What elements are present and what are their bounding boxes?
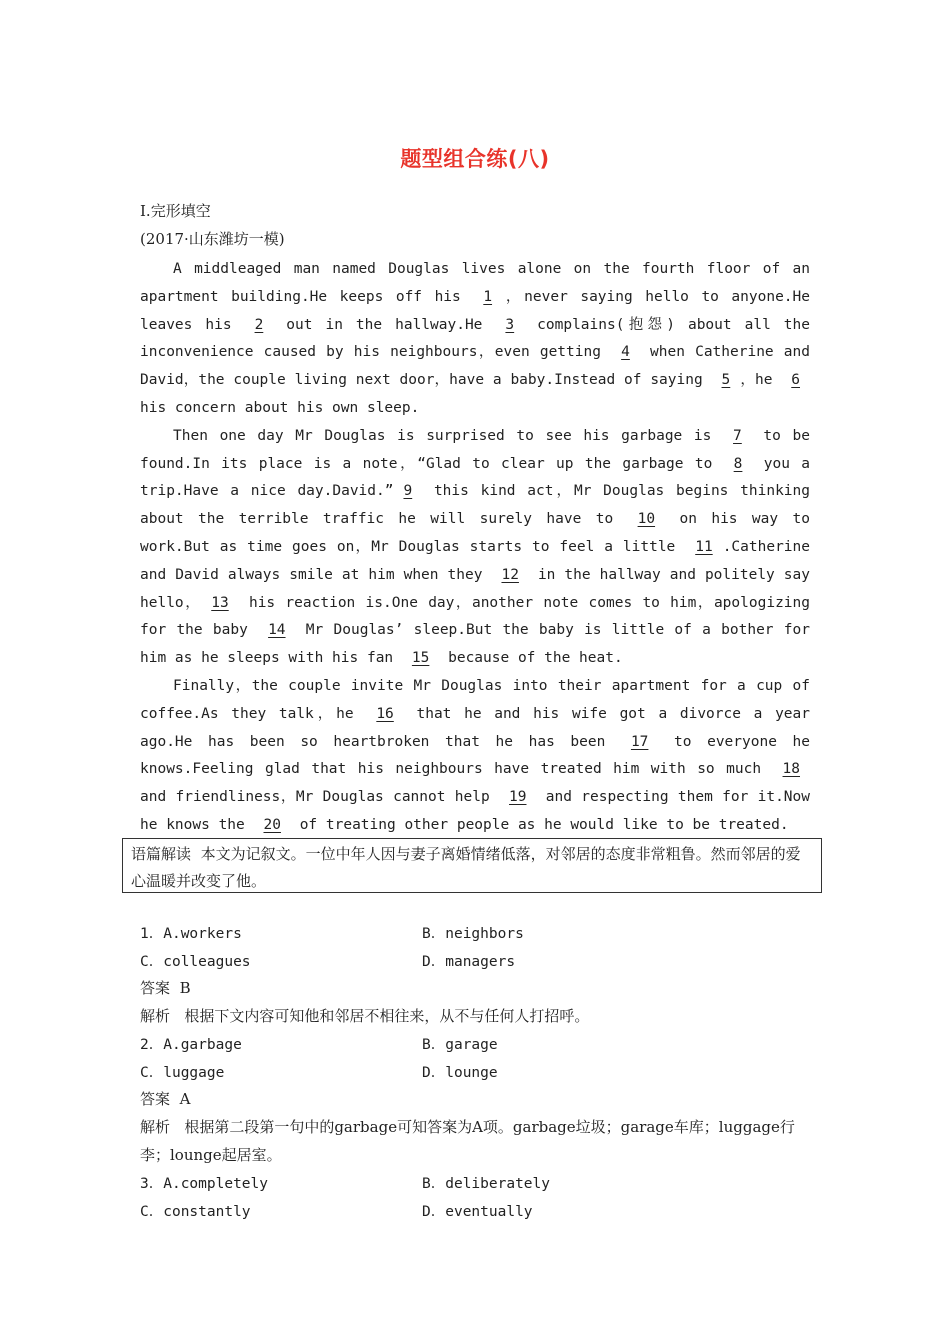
cloze-blank-17: 17 <box>630 733 649 750</box>
page-title: 题型组合练(八) <box>400 147 550 171</box>
cloze-blank-5: 5 <box>721 372 731 389</box>
q2-option-b: B．garage <box>422 1037 498 1053</box>
q3-option-a: 3．A.completely <box>140 1176 268 1192</box>
cloze-blank-1: 1 <box>483 288 493 305</box>
q2-option-a: 2．A.garbage <box>140 1037 242 1053</box>
passage-text: this kind act，Mr Douglas begins thinking about the terrible traffic he will surely have to <box>140 483 810 528</box>
passage-text: when Catherine and David，the couple living next door，have a baby.Instead of saying <box>140 344 810 389</box>
reading-summary-label: 语篇解读 <box>131 845 192 863</box>
cloze-blank-18: 18 <box>782 761 800 778</box>
cloze-blank-3: 3 <box>505 316 515 333</box>
passage-text: complains(抱怨) about all the inconvenience caused by his neighbours，even getting <box>140 316 810 361</box>
cloze-blank-20: 20 <box>263 816 281 833</box>
passage-text: to be found.In its place is a note，“Glad to clear up the garbage to <box>140 427 810 472</box>
q2-analysis-text: 根据第二段第一句中的garbage可知答案为A项。garbage垃圾；garage车库；luggage行李；lounge起居室。 <box>140 1118 795 1164</box>
passage-text: to everyone he knows.Feeling glad that his neighbours have treated him with so much <box>140 733 810 778</box>
passage-text: because of the heat. <box>439 650 623 667</box>
cloze-blank-9: 9 <box>403 483 413 500</box>
q2-answer <box>140 1086 812 1114</box>
q1-analysis-label: 解析 <box>140 1007 171 1025</box>
cloze-blank-14: 14 <box>268 622 286 639</box>
passage-paragraph-3 <box>140 673 810 840</box>
passage-text: his concern about his own sleep. <box>140 399 420 416</box>
cloze-blank-8: 8 <box>733 455 743 472</box>
reading-summary-text: 本文为记叙文。一位中年人因与妻子离婚情绪低落，对邻居的态度非常粗鲁。然而邻居的爱心温暖并改变了他。 <box>131 845 801 890</box>
cloze-blank-4: 4 <box>621 344 630 361</box>
q2-option-c: C．luggage <box>140 1065 225 1081</box>
cloze-blank-6: 6 <box>791 372 800 389</box>
q1-option-d: D．managers <box>422 954 516 970</box>
passage-paragraph-1 <box>140 256 810 423</box>
passage-text: Finally，the couple invite Mr Douglas into their apartment for a cup of coffee.As they talk，he <box>140 677 810 722</box>
q1-option-a: 1．A.workers <box>140 926 242 942</box>
passage-text: of treating other people as he would like to be treated. <box>290 816 789 833</box>
passage-text: .Catherine and David always smile at him when they <box>140 538 810 583</box>
q1-analysis <box>140 1003 812 1031</box>
cloze-blank-11: 11 <box>695 538 713 555</box>
cloze-blank-7: 7 <box>733 427 742 444</box>
passage-text: out in the hallway.He <box>273 316 496 333</box>
cloze-blank-19: 19 <box>509 789 527 806</box>
cloze-blank-16: 16 <box>376 705 394 722</box>
q1-answer-value: B <box>179 979 191 997</box>
q1-analysis-text: 根据下文内容可知他和邻居不相往来，从不与任何人打招呼。 <box>184 1007 590 1025</box>
passage-text: ，never saying hello to anyone.He leaves his <box>140 288 811 333</box>
q1-answer-label: 答案 <box>140 979 171 997</box>
section-heading: Ⅰ.完形填空 <box>140 202 211 220</box>
q2-analysis-label: 解析 <box>140 1118 171 1136</box>
passage-text: in the hallway and politely say hello， <box>140 566 810 611</box>
q3-option-b: B．deliberately <box>422 1176 550 1192</box>
passage-paragraph-2 <box>140 423 810 673</box>
q2-answer-value: A <box>179 1090 191 1108</box>
passage-text: ，he <box>740 372 782 389</box>
reading-summary-box <box>122 838 822 893</box>
q2-answer-label: 答案 <box>140 1090 171 1108</box>
passage-text: A middleaged man named Douglas lives alone on the fourth floor of an apartment building.He keeps off his <box>140 261 810 305</box>
passage-text: Then one day Mr Douglas is surprised to see his garbage is <box>173 427 724 444</box>
passage-text: and friendliness，Mr Douglas cannot help <box>140 789 500 806</box>
q1-option-b: B．neighbors <box>422 926 524 942</box>
cloze-blank-13: 13 <box>211 594 229 611</box>
q3-option-d: D．eventually <box>422 1204 533 1220</box>
q1-option-c: C．colleagues <box>140 954 251 970</box>
cloze-blank-12: 12 <box>501 566 519 583</box>
passage-text: that he and his wife got a divorce a year ago.He has been so heartbroken that he has been <box>140 705 810 750</box>
cloze-blank-2: 2 <box>254 316 264 333</box>
q1-answer <box>140 975 812 1003</box>
cloze-blank-15: 15 <box>411 650 430 667</box>
passage-text: and respecting them for it.Now he knows the <box>140 789 810 833</box>
passage-text: you a trip.Have a nice day.David.” <box>140 455 811 500</box>
cloze-passage <box>140 256 810 840</box>
cloze-blank-10: 10 <box>637 511 656 528</box>
source-note: (2017·山东潍坊一模) <box>140 230 285 248</box>
passage-text: on his way to work.But as time goes on，Mr Douglas starts to feel a little <box>140 511 810 555</box>
q2-option-d: D．lounge <box>422 1065 498 1081</box>
passage-text: his reaction is.One day，another note comes to him，apologizing for the baby <box>140 594 810 639</box>
q2-analysis <box>140 1114 812 1169</box>
q3-option-c: C．constantly <box>140 1204 251 1220</box>
passage-text: Mr Douglas’ sleep.But the baby is little of a bother for him as he sleeps with his fan <box>140 622 810 667</box>
